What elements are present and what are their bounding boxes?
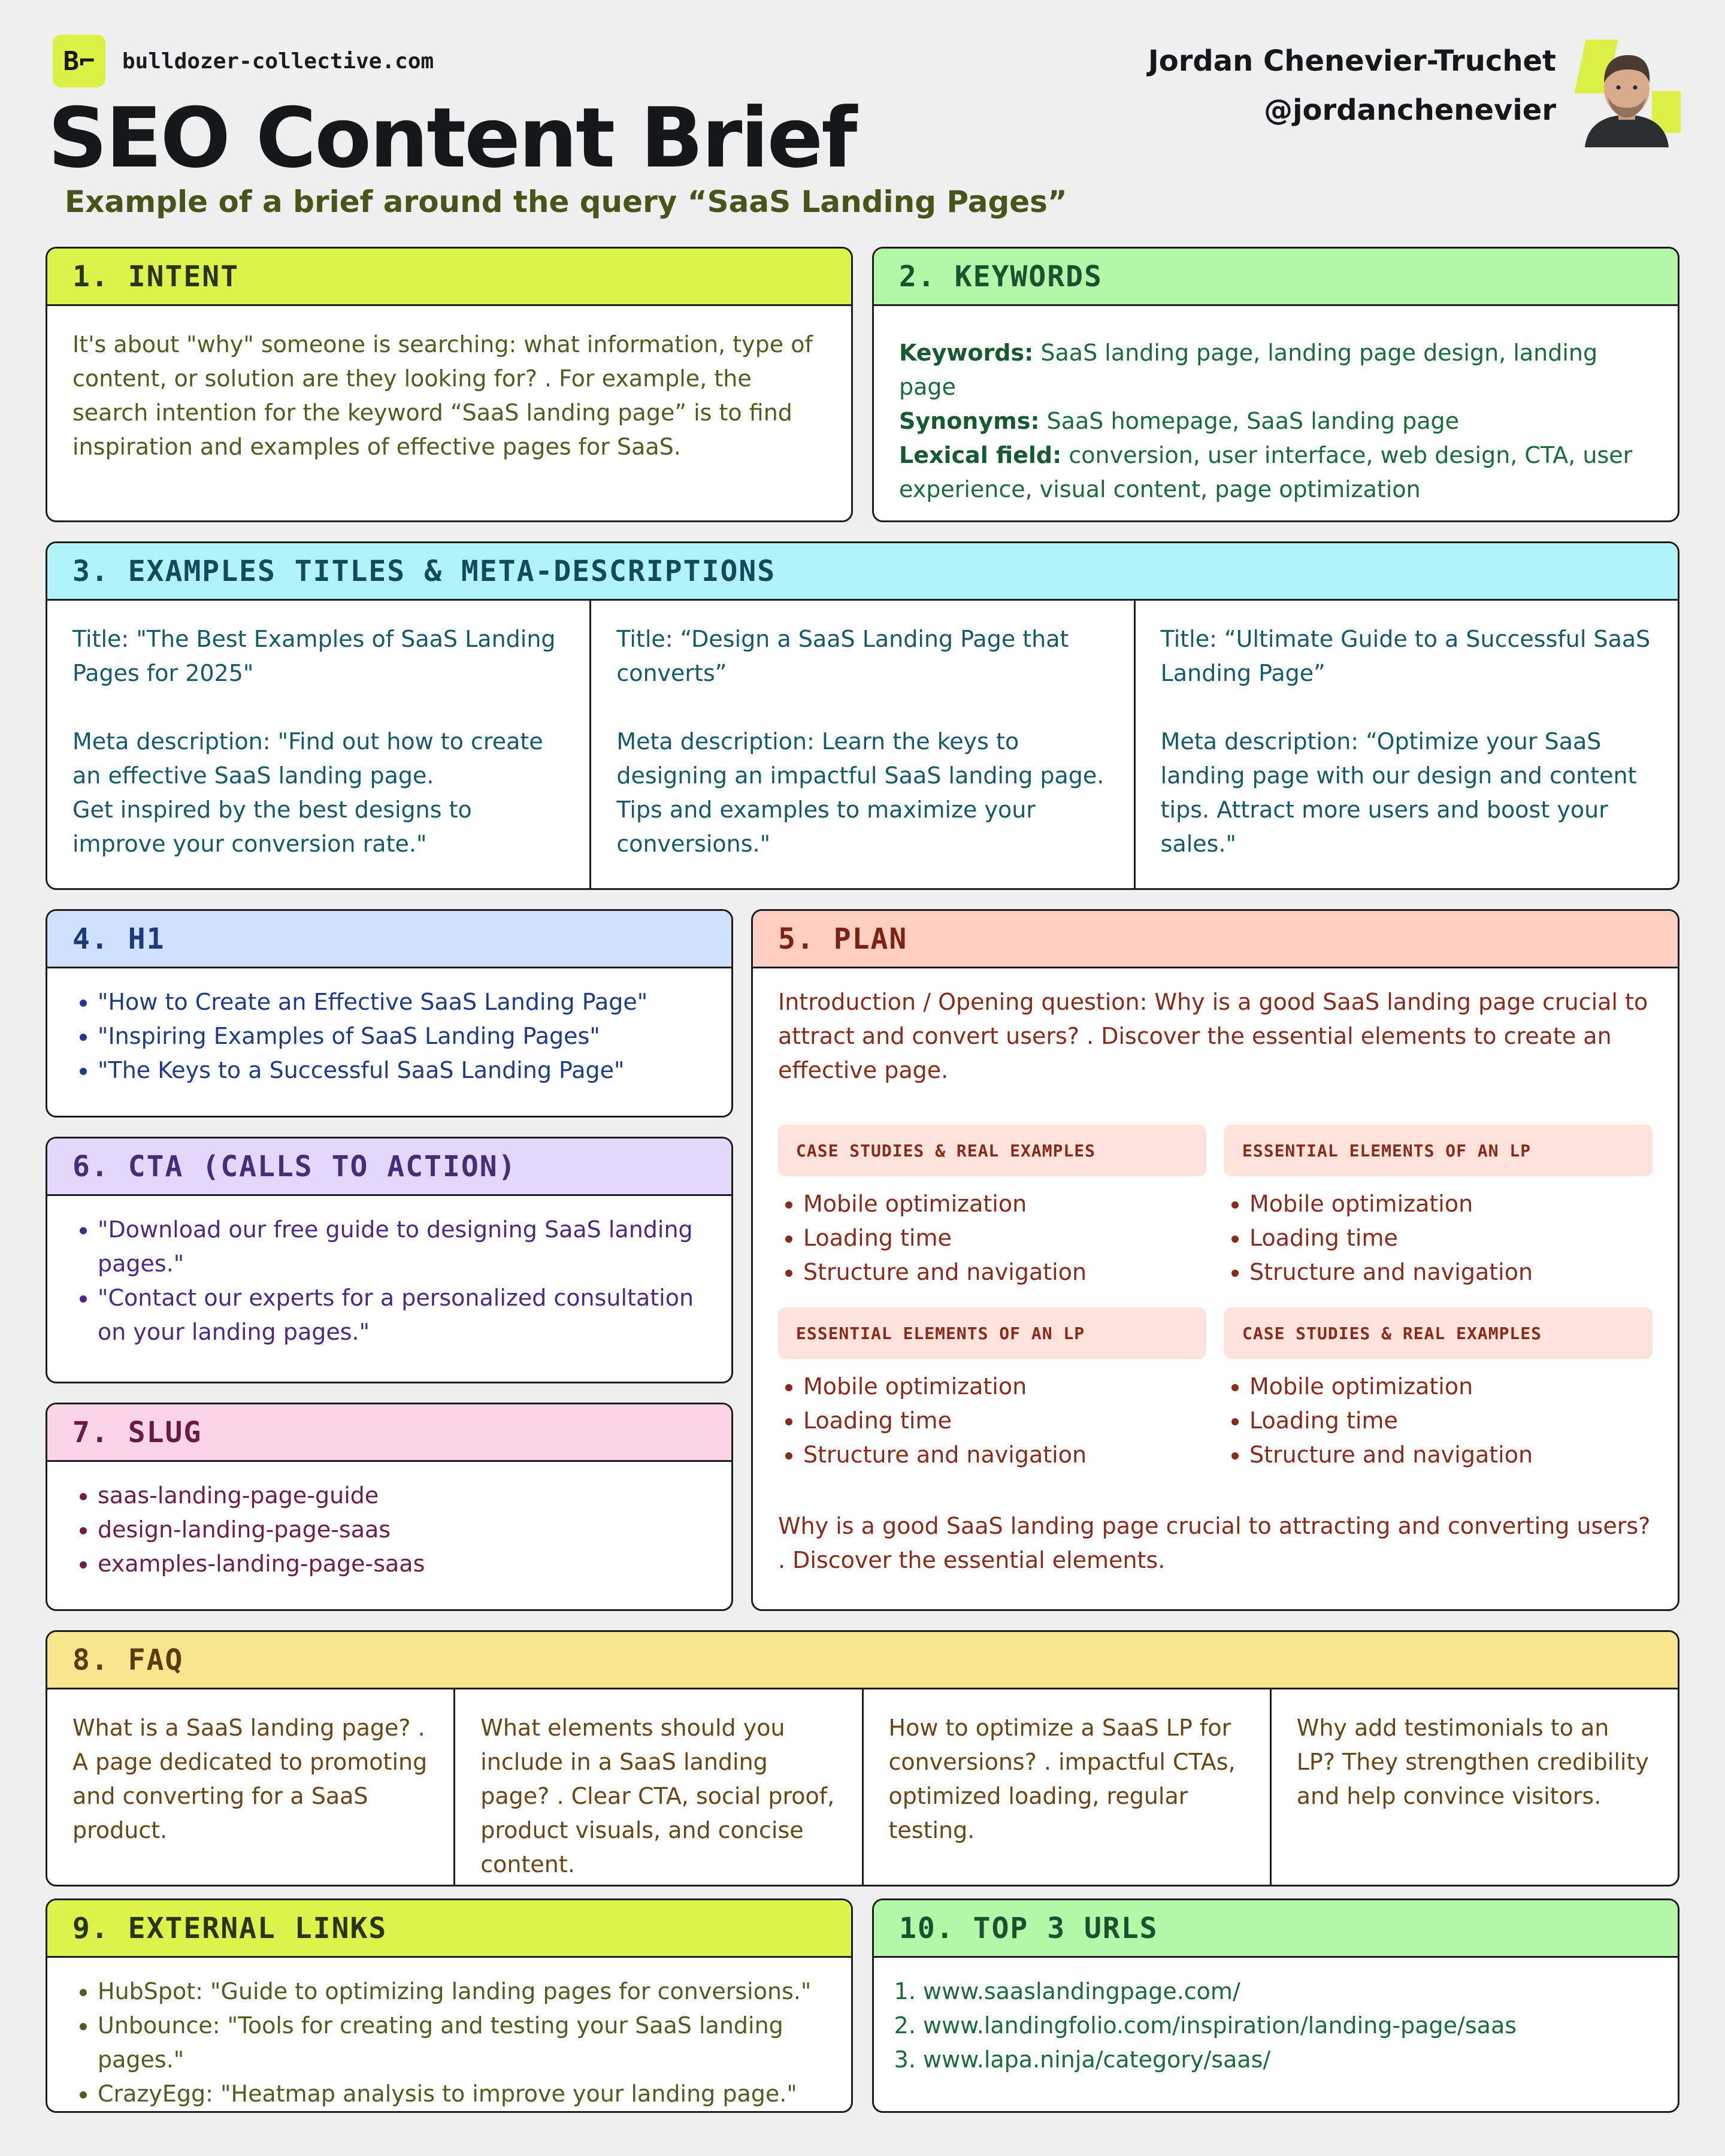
top-url-link[interactable]: 2. www.landingfolio.com/inspiration/landing-page/saas bbox=[923, 2009, 1653, 2043]
faq-item: Why add testimonials to an LP? They strengthen credibility and help convince visitors. bbox=[1296, 1715, 1649, 1809]
brand-logo-icon: B⌐ bbox=[53, 35, 105, 87]
author-handle[interactable]: @jordanchenevier bbox=[1264, 93, 1556, 127]
example-meta: Meta description: “Optimize your SaaS landing page with our design and content tips. Attract more users and boost your sales." bbox=[1160, 728, 1637, 857]
plan-item: • Loading time bbox=[1249, 1221, 1653, 1255]
plan-item: • Loading time bbox=[803, 1221, 1206, 1255]
synonyms-value: SaaS homepage, SaaS landing page bbox=[1039, 408, 1459, 434]
intent-card bbox=[46, 247, 853, 522]
lexical-field-label: Lexical field: bbox=[899, 442, 1062, 468]
keywords-heading: 2. KEYWORDS bbox=[874, 249, 1678, 306]
slug-card bbox=[46, 1403, 733, 1611]
faq-heading: 8. FAQ bbox=[47, 1632, 1678, 1689]
h1-card bbox=[46, 909, 733, 1118]
external-links-heading: 9. EXTERNAL LINKS bbox=[47, 1900, 851, 1958]
cta-item: • "Download our free guide to designing SaaS landing pages." bbox=[98, 1213, 706, 1281]
external-link-item[interactable]: • Unbounce: "Tools for creating and testing your SaaS landing pages." bbox=[98, 2009, 826, 2077]
brand-domain[interactable]: bulldozer-collective.com bbox=[122, 49, 434, 74]
example-title: Title: "The Best Examples of SaaS Landing Pages for 2025" bbox=[72, 626, 556, 686]
plan-item: • Loading time bbox=[1249, 1404, 1653, 1438]
author-block bbox=[1148, 44, 1556, 127]
plan-section bbox=[1224, 1307, 1653, 1472]
keywords-card bbox=[872, 247, 1679, 522]
keywords-label: Keywords: bbox=[899, 340, 1034, 366]
plan-section-tag: CASE STUDIES & REAL EXAMPLES bbox=[1224, 1307, 1653, 1359]
example-title: Title: “Ultimate Guide to a Successful SaaS Landing Page” bbox=[1160, 626, 1651, 686]
example-meta: Meta description: "Find out how to create an effective SaaS landing page. bbox=[72, 728, 543, 789]
plan-item: • Mobile optimization bbox=[803, 1370, 1206, 1404]
plan-item: • Structure and navigation bbox=[803, 1255, 1206, 1289]
plan-section bbox=[778, 1125, 1206, 1289]
author-name: Jordan Chenevier-Truchet bbox=[1148, 44, 1556, 78]
title-example bbox=[47, 601, 591, 888]
h1-item: • "The Keys to a Successful SaaS Landing Page" bbox=[98, 1053, 706, 1088]
h1-item: • "How to Create an Effective SaaS Landing Page" bbox=[98, 985, 706, 1019]
external-link-item[interactable]: • CrazyEgg: "Heatmap analysis to improve your landing page." bbox=[98, 2077, 826, 2111]
titles-card bbox=[46, 541, 1679, 890]
title-example bbox=[591, 601, 1135, 888]
titles-heading: 3. EXAMPLES TITLES & META-DESCRIPTIONS bbox=[47, 543, 1678, 601]
cta-card bbox=[46, 1137, 733, 1383]
slug-item: • examples-landing-page-saas bbox=[98, 1547, 706, 1581]
plan-item: • Structure and navigation bbox=[803, 1438, 1206, 1472]
plan-heading: 5. PLAN bbox=[753, 911, 1678, 968]
example-meta: Meta description: Learn the keys to designing an impactful SaaS landing page. Tips and examples to maximize your conversions." bbox=[616, 728, 1104, 857]
faq-card bbox=[46, 1630, 1679, 1886]
faq-item: What is a SaaS landing page? . A page dedicated to promoting and converting for a SaaS product. bbox=[47, 1689, 455, 1885]
plan-outro: Why is a good SaaS landing page crucial to attracting and converting users? . Discover the essential elements. bbox=[778, 1513, 1651, 1573]
plan-section-tag: ESSENTIAL ELEMENTS OF AN LP bbox=[1224, 1125, 1653, 1176]
plan-section bbox=[778, 1307, 1206, 1472]
external-link-item[interactable]: • HubSpot: "Guide to optimizing landing pages for conversions." bbox=[98, 1975, 826, 2009]
page-title: SEO Content Brief bbox=[48, 90, 856, 186]
top-url-link[interactable]: 1. www.saaslandingpage.com/ bbox=[923, 1975, 1653, 2009]
avatar bbox=[1573, 40, 1681, 147]
external-links-card bbox=[46, 1898, 853, 2113]
h1-item: • "Inspiring Examples of SaaS Landing Pages" bbox=[98, 1019, 706, 1053]
plan-item: • Structure and navigation bbox=[1249, 1438, 1653, 1472]
cta-heading: 6. CTA (CALLS TO ACTION) bbox=[47, 1138, 731, 1196]
plan-section-tag: CASE STUDIES & REAL EXAMPLES bbox=[778, 1125, 1206, 1176]
top-urls-heading: 10. TOP 3 URLS bbox=[874, 1900, 1678, 1958]
plan-section bbox=[1224, 1125, 1653, 1289]
plan-item: • Mobile optimization bbox=[1249, 1370, 1653, 1404]
keywords-value: SaaS landing page, landing page design, landing page bbox=[899, 340, 1598, 400]
top-urls-card bbox=[872, 1898, 1679, 2113]
h1-heading: 4. H1 bbox=[47, 911, 731, 968]
slug-item: • saas-landing-page-guide bbox=[98, 1479, 706, 1513]
example-title: Title: “Design a SaaS Landing Page that converts” bbox=[616, 626, 1069, 686]
lexical-field-value: conversion, user interface, web design, CTA, user experience, visual content, page optimization bbox=[899, 442, 1633, 502]
slug-item: • design-landing-page-saas bbox=[98, 1513, 706, 1547]
synonyms-label: Synonyms: bbox=[899, 408, 1040, 434]
brand bbox=[53, 35, 434, 87]
intent-text: It's about "why" someone is searching: what information, type of content, or solution are they looking for? . For example, the search intention for the keyword “SaaS landing page” is to find inspiration and examples of effective pages for SaaS. bbox=[72, 331, 813, 460]
plan-item: • Mobile optimization bbox=[803, 1187, 1206, 1221]
top-url-link[interactable]: 3. www.lapa.ninja/category/saas/ bbox=[923, 2043, 1653, 2077]
person-avatar-icon bbox=[1573, 40, 1681, 147]
faq-item: How to optimize a SaaS LP for conversions? . impactful CTAs, optimized loading, regular testing. bbox=[864, 1689, 1272, 1885]
plan-item: • Structure and navigation bbox=[1249, 1255, 1653, 1289]
intent-heading: 1. INTENT bbox=[47, 249, 851, 306]
plan-intro: Introduction / Opening question: Why is a good SaaS landing page crucial to attract and convert users? . Discover the essential elements to create an effective page. bbox=[778, 989, 1648, 1083]
plan-item: • Mobile optimization bbox=[1249, 1187, 1653, 1221]
plan-item: • Loading time bbox=[803, 1404, 1206, 1438]
plan-card bbox=[751, 909, 1679, 1611]
title-example bbox=[1136, 601, 1678, 888]
cta-item: • "Contact our experts for a personalized consultation on your landing pages." bbox=[98, 1281, 706, 1349]
example-meta-cont: Get inspired by the best designs to improve your conversion rate." bbox=[72, 797, 472, 857]
slug-heading: 7. SLUG bbox=[47, 1404, 731, 1462]
plan-section-tag: ESSENTIAL ELEMENTS OF AN LP bbox=[778, 1307, 1206, 1359]
page-subtitle: Example of a brief around the query “SaaS Landing Pages” bbox=[65, 184, 1067, 219]
faq-item: What elements should you include in a SaaS landing page? . Clear CTA, social proof, product visuals, and concise content. bbox=[455, 1689, 863, 1885]
